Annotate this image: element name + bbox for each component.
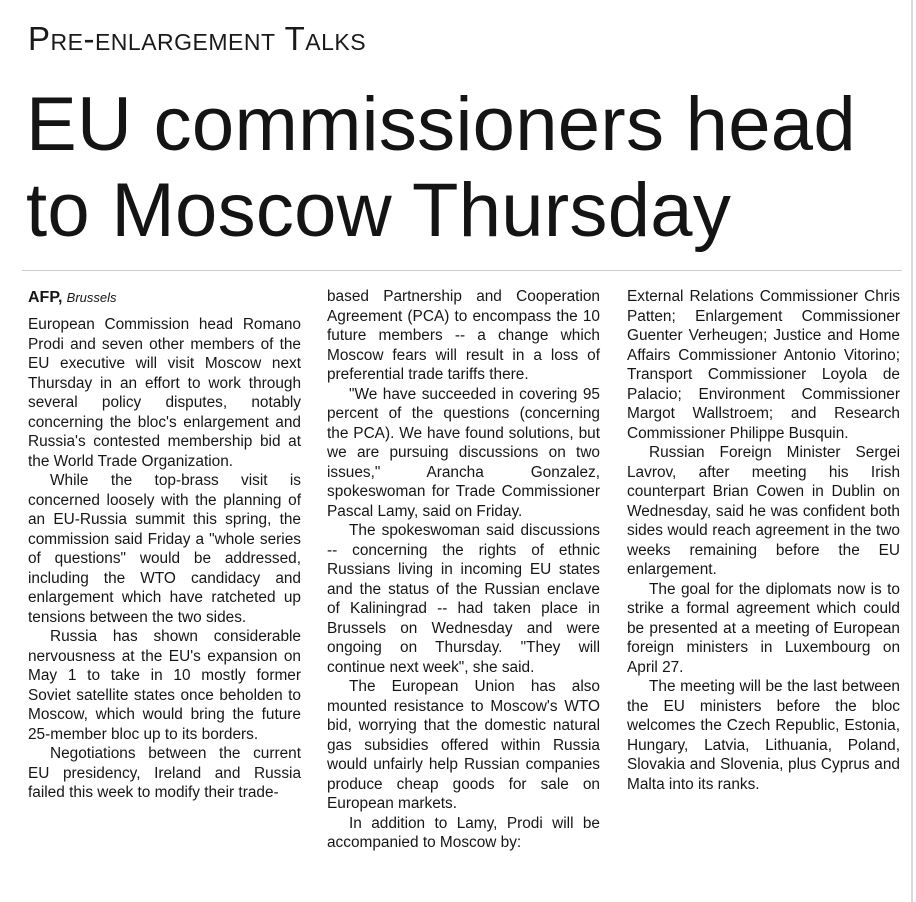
byline-location: Brussels (66, 290, 117, 305)
headline-line-2: to Moscow Thursday (26, 168, 732, 253)
paragraph: The goal for the diplomats now is to strike a formal agreement which could be presented at a meeting of European foreign ministers in Luxembourg on April 27. (627, 580, 900, 676)
headline (26, 82, 856, 254)
byline (28, 287, 301, 309)
article-column-1 (28, 287, 301, 803)
paragraph: Negotiations between the current EU presidency, Ireland and Russia failed this week to modify their trade- (28, 745, 301, 801)
paragraph: "We have succeeded in covering 95 percent of the questions (concerning the PCA). We have found solutions, but we are pursuing discussions on two issues," Arancha Gonzalez, spokeswoman for Trade Commissioner Pascal Lamy, said on Friday. (327, 385, 600, 520)
paragraph: In addition to Lamy, Prodi will be accompanied to Moscow by: (327, 814, 600, 851)
page-edge-line (911, 0, 913, 902)
paragraph: European Commission head Romano Prodi and seven other members of the EU executive will visit Moscow next Thursday in an effort to work through several policy disputes, notably concerning the bloc's enlargement and Russia's contested membership bid at the World Trade Organization. (28, 316, 301, 470)
paragraph: Russian Foreign Minister Sergei Lavrov, after meeting his Irish counterpart Brian Cowen in Dublin on Wednesday, said he was confident both sides would reach agreement in the two weeks remaining before the EU enlargement. (627, 444, 900, 578)
paragraph: External Relations Commissioner Chris Patten; Enlargement Commissioner Guenter Verheugen; Justice and Home Affairs Commissioner Antonio Vitorino; Transport Commissioner Loyola de Palacio; Environment Commissioner Margot Wallstroem; and Research Commissioner Philippe Busquin. (627, 288, 900, 442)
article-column-2 (327, 287, 600, 853)
headline-divider (22, 270, 902, 271)
section-kicker: Pre-enlargement Talks (28, 20, 367, 57)
paragraph: While the top-brass visit is concerned loosely with the planning of an EU-Russia summit this spring, the commission said Friday a "whole series of questions" would be addressed, including the WTO candidacy and enlargement which have ratcheted up tensions between the two sides. (28, 472, 301, 626)
paragraph: The European Union has also mounted resistance to Moscow's WTO bid, worrying that the domestic natural gas subsidies offered within Russia would unfairly help Russian companies produce cheap goods for sale on European markets. (327, 678, 600, 812)
article-column-3 (627, 287, 900, 794)
paragraph: The meeting will be the last between the EU ministers before the bloc welcomes the Czech Republic, Estonia, Hungary, Latvia, Lithuania, Poland, Slovakia and Slovenia, plus Cyprus and Malta into its ranks. (627, 678, 900, 793)
byline-agency: AFP, (28, 289, 63, 306)
paragraph: based Partnership and Cooperation Agreement (PCA) to encompass the 10 future members -- a change which Moscow fears will result in a loss of preferential trade tariffs there. (327, 288, 600, 383)
paragraph: The spokeswoman said discussions -- concerning the rights of ethnic Russians living in incoming EU states and the status of the Russian enclave of Kaliningrad -- had taken place in Brussels on Wednesday and were ongoing on Thursday. "They will continue next week", she said. (327, 522, 600, 676)
paragraph: Russia has shown considerable nervousness at the EU's expansion on May 1 to take in 10 mostly former Soviet satellite states once beholden to Moscow, which would bring the future 25-member bloc up to its borders. (28, 628, 301, 743)
headline-line-1: EU commissioners head (26, 82, 856, 167)
